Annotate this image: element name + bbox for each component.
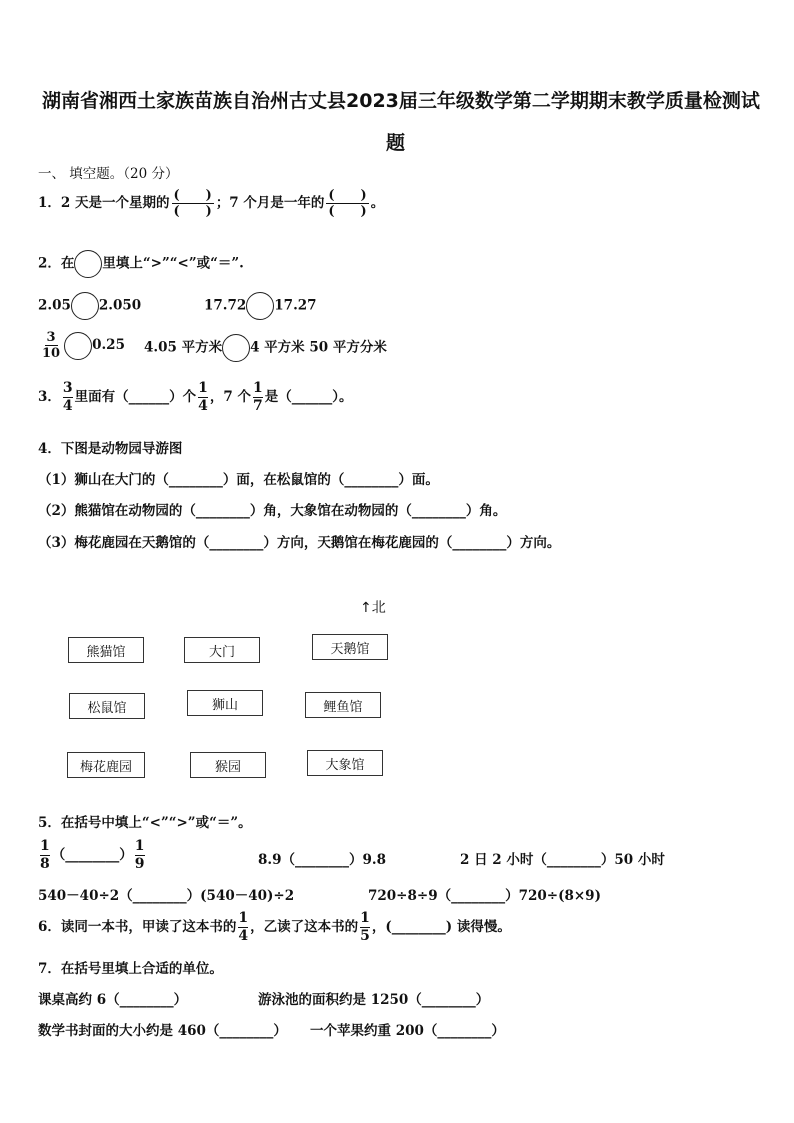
compare-circle[interactable] [222,334,250,362]
map-box-swan: 天鹅馆 [312,634,388,660]
q2-row2-a [38,330,125,361]
compare-circle[interactable] [71,292,99,320]
map-box-carp: 鲤鱼馆 [305,692,381,718]
q2-fraction: $\frac{3}{10}$ [42,330,61,361]
q7-d: 一个苹果约重 200（________） [310,1023,505,1039]
q4-line-1: （1）狮山在大门的（________）面，在松鼠馆的（________）面。 [38,472,439,488]
section-heading: 一、 填空题。（20 分） [38,166,179,182]
q6-text-c: ，(________) 读得慢。 [371,919,511,935]
map-box-monkey: 猴园 [190,752,266,778]
map-box-squirrel: 松鼠馆 [69,693,145,719]
q4-stem: 4．下图是动物园导游图 [38,441,183,457]
q7-stem: 7．在括号里填上合适的单位。 [38,961,223,977]
q5-a-blank: （________） [51,847,133,863]
q4-line-2: （2）熊猫馆在动物园的（________）角，大象馆在动物园的（________）角。 [38,503,507,519]
q3-fraction-1: $\frac{3}{4}$ [62,380,73,414]
q2-row1-a [38,292,141,320]
q2-r1a-right: 2.050 [98,297,142,314]
q5-fraction-2: $\frac{1}{9}$ [134,838,145,872]
map-box-panda: 熊猫馆 [68,637,144,663]
q1-fraction-2: $\frac{( )}{( )}$ [328,188,367,219]
q3-text-a: 3． [38,389,61,405]
q6-fraction-1: $\frac{1}{4}$ [238,910,249,944]
q3-text-b: 里面有（______）个 [74,389,197,405]
compare-circle[interactable] [64,332,92,360]
q2-stem2: 里填上“>”“<”或“＝”. [102,255,244,272]
q5-c: 2 日 2 小时（________）50 小时 [460,852,665,868]
q5-e: 720÷8÷9（________）720÷(8×9) [368,888,601,904]
q4-line-3: （3）梅花鹿园在天鹅馆的（________）方向，天鹅馆在梅花鹿园的（________）方向。 [38,535,561,551]
map-box-elephant: 大象馆 [307,750,383,776]
q6-text-b: ，乙读了这本书的 [250,919,359,935]
page-title-line1: 湖南省湘西土家族苗族自治州古丈县2023届三年级数学第二学期期末教学质量检测试 [42,90,760,112]
q7-a: 课桌高约 6（________） [38,992,188,1008]
q5-stem: 5．在括号中填上“<”“>”或“＝”。 [38,815,252,831]
q3-text-d: 是（______）。 [264,389,353,405]
q3-fraction-3: $\frac{1}{7}$ [253,380,263,414]
q2-row2-b [144,334,387,362]
q6-text-a: 6．读同一本书，甲读了这本书的 [38,919,237,935]
q2-stem: 2．在 [38,255,75,272]
q5-fraction-1: $\frac{1}{8}$ [40,838,50,872]
q1-fraction-1: $\frac{( )}{( )}$ [173,188,212,219]
q7-b: 游泳池的面积约是 1250（________） [258,992,490,1008]
q2-r1a-left: 2.05 [38,297,71,314]
map-box-gate: 大门 [184,637,260,663]
q3-fraction-2: $\frac{1}{4}$ [198,380,208,414]
q2-r2b-left: 4.05 平方米 [144,339,223,356]
q2-r1b-right: 17.27 [274,297,317,314]
compare-circle[interactable] [74,250,102,278]
q1-text-b: ；7 个月是一年的 [215,195,325,211]
map-box-lion: 狮山 [187,690,263,716]
q1-text-a: 1．2 天是一个星期的 [38,195,170,211]
q2-r2b-right: 4 平方米 50 平方分米 [250,339,387,356]
question-1 [38,188,384,219]
compare-circle[interactable] [246,292,274,320]
q5-b: 8.9（________）9.8 [258,852,386,868]
q7-c: 数学书封面的大小约是 460（________） [38,1023,287,1039]
page-title-line2: 题 [386,132,406,154]
q2-row1-b [204,292,317,320]
question-6 [38,910,511,945]
q6-fraction-2: $\frac{1}{5}$ [360,910,370,944]
north-arrow: ↑北 [360,600,386,616]
q2-r1b-left: 17.72 [204,297,247,314]
q2-r2a-right: 0.25 [92,337,125,353]
q5-a [38,838,147,873]
q3-text-c: ，7 个 [209,389,251,405]
q1-text-c: 。 [370,195,385,211]
map-box-deer: 梅花鹿园 [67,752,145,778]
question-3 [38,380,353,415]
question-2 [38,250,244,278]
q5-d: 540－40÷2（________）(540－40)÷2 [38,888,295,904]
